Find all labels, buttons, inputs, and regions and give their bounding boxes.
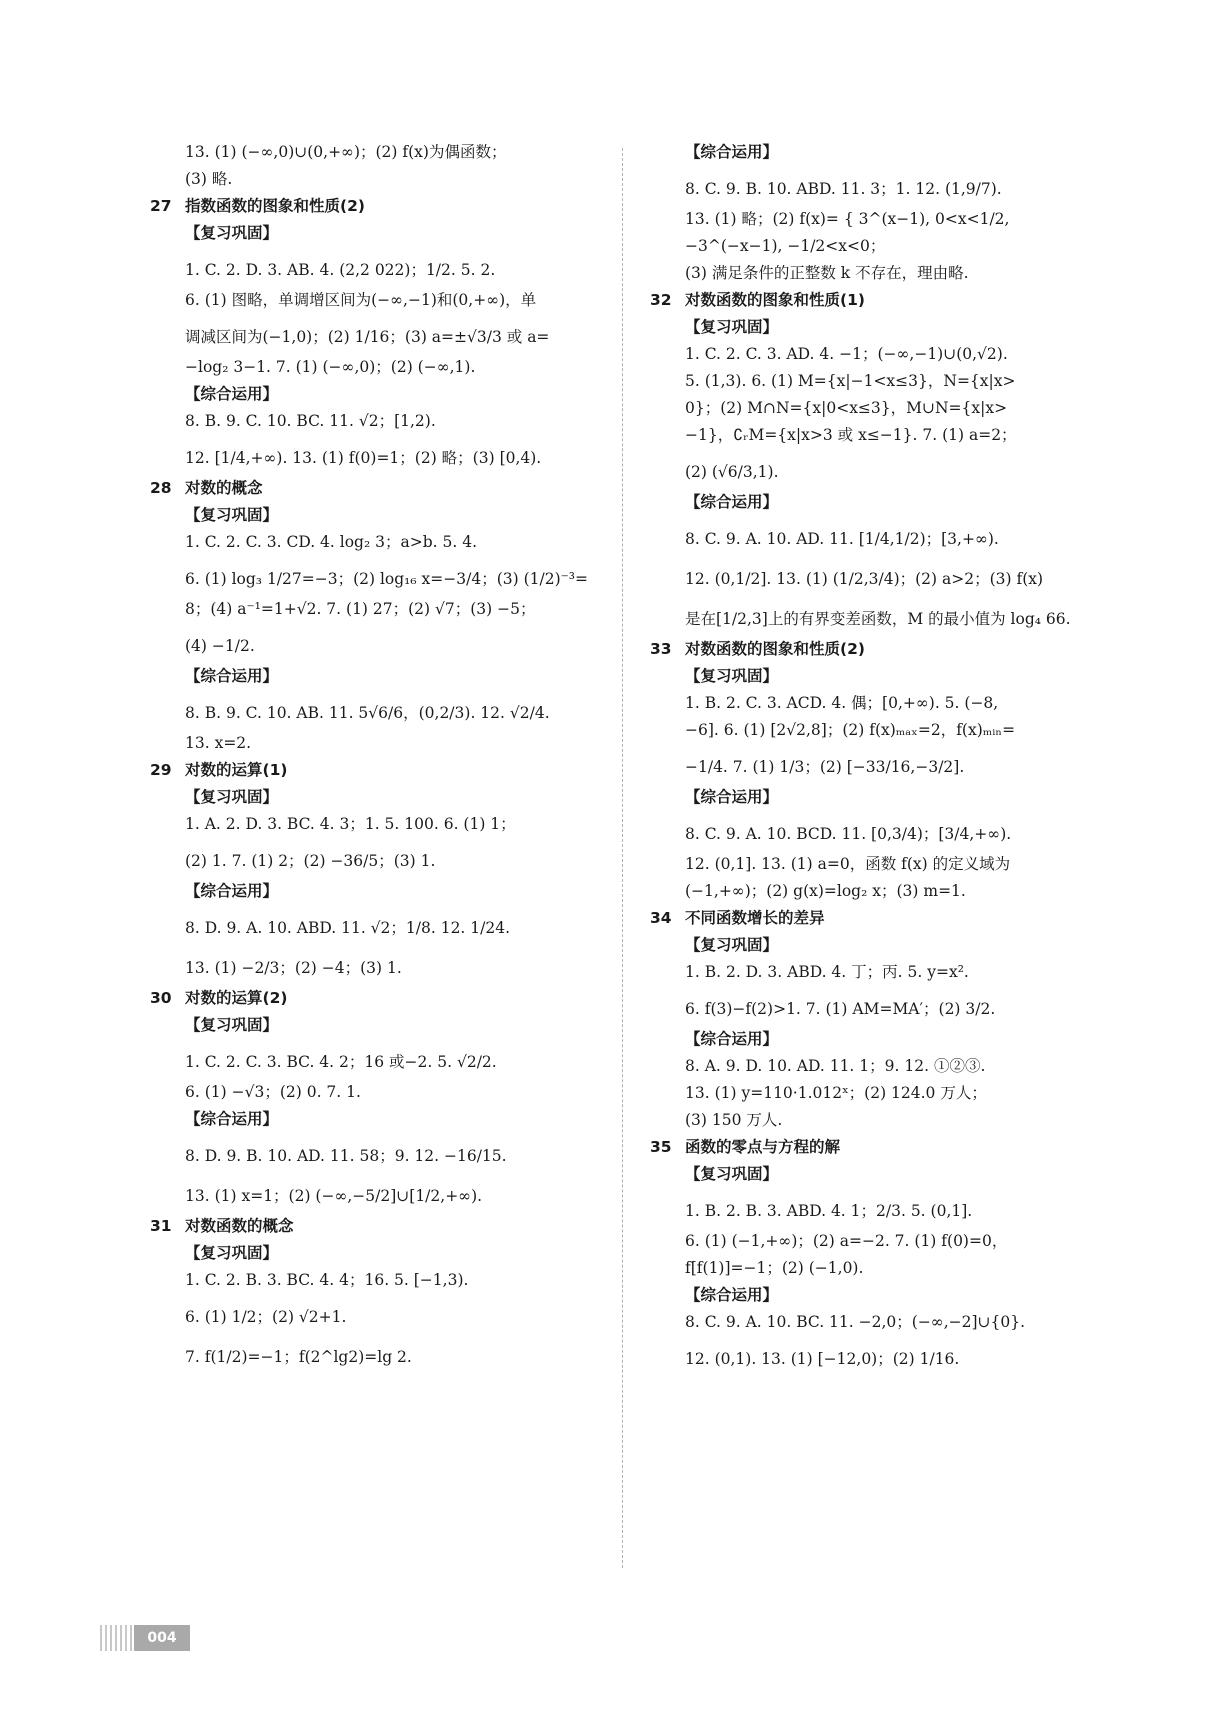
answer-line: 6. (1) (−1,+∞)；(2) a=−2. 7. (1) f(0)=0， [685, 1232, 1008, 1250]
section-heading [150, 196, 605, 223]
answer-line: 8. D. 9. B. 10. AD. 11. 58；9. 12. −16/15. [185, 1147, 507, 1165]
answer-line: (4) −1/2. [185, 637, 255, 655]
section-number: 29 [150, 761, 172, 779]
answer-line: −3^(−x−1), −1/2<x<0； [685, 237, 886, 255]
section-number: 30 [150, 989, 172, 1007]
subsection-tag: 【复习巩固】 [685, 318, 779, 336]
answer-line: 8. C. 9. A. 10. AD. 11. [1/4,1/2)；[3,+∞). [685, 530, 999, 548]
answer-line: 13. (1) x=1；(2) (−∞,−5/2]∪[1/2,+∞). [185, 1187, 483, 1205]
right-column [650, 142, 1100, 1379]
answer-line: 13. (1) 略；(2) f(x)= { 3^(x−1), 0<x<1/2, [685, 210, 1010, 228]
answer-line: 1. B. 2. C. 3. ACD. 4. 偶；[0,+∞). 5. (−8, [685, 694, 999, 712]
answer-line: 12. (0,1). 13. (1) [−12,0)；(2) 1/16. [685, 1350, 960, 1368]
answer-line: 8. C. 9. A. 10. BC. 11. −2,0；(−∞,−2]∪{0}. [685, 1313, 1026, 1331]
section-number: 28 [150, 479, 172, 497]
section-number: 31 [150, 1217, 172, 1235]
answer-line: 6. (1) log₃ 1/27=−3；(2) log₁₆ x=−3/4；(3) (1/2)⁻³= [185, 570, 589, 588]
subsection-tag: 【综合运用】 [685, 1286, 779, 1304]
section-title: 对数的概念 [185, 479, 263, 497]
answer-line: 13. (1) y=110·1.012ˣ；(2) 124.0 万人； [685, 1084, 987, 1102]
answer-line: 5. (1,3). 6. (1) M={x|−1<x≤3}，N={x|x> [685, 372, 1016, 390]
answer-line: 6. f(3)−f(2)>1. 7. (1) AM=MA′；(2) 3/2. [685, 1000, 996, 1018]
section-number: 35 [650, 1138, 672, 1156]
subsection-tag: 【复习巩固】 [185, 224, 279, 242]
section-title: 对数的运算(2) [185, 989, 288, 1007]
answer-line: 0}；(2) M∩N={x|0<x≤3}，M∪N={x|x> [685, 399, 1008, 417]
answer-line: 8. C. 9. A. 10. BCD. 11. [0,3/4)；[3/4,+∞). [685, 825, 1012, 843]
section-heading [650, 639, 1100, 666]
section-number: 34 [650, 909, 672, 927]
answer-line: 12. [1/4,+∞). 13. (1) f(0)=1；(2) 略；(3) [0,4). [185, 449, 542, 467]
section-title: 不同函数增长的差异 [685, 909, 825, 927]
subsection-tag: 【综合运用】 [685, 1030, 779, 1048]
section-title: 指数函数的图象和性质(2) [185, 197, 365, 215]
answer-line: 调减区间为(−1,0)；(2) 1/16；(3) a=±√3/3 或 a= [185, 328, 550, 346]
subsection-tag: 【复习巩固】 [685, 1165, 779, 1183]
subsection-tag: 【综合运用】 [685, 143, 779, 161]
answer-line: −6]. 6. (1) [2√2,8]；(2) f(x)ₘₐₓ=2，f(x)ₘᵢₙ= [685, 721, 1016, 739]
section-heading [150, 1216, 605, 1243]
section-number: 33 [650, 640, 672, 658]
answer-line: 1. C. 2. C. 3. BC. 4. 2；16 或−2. 5. √2/2. [185, 1053, 497, 1071]
answer-line: −1/4. 7. (1) 1/3；(2) [−33/16,−3/2]. [685, 758, 965, 776]
answer-line: 13. (1) (−∞,0)∪(0,+∞)；(2) f(x)为偶函数； [185, 143, 507, 161]
answer-line: (2) 1. 7. (1) 2；(2) −36/5；(3) 1. [185, 852, 436, 870]
answer-line: f[f(1)]=−1；(2) (−1,0). [685, 1259, 864, 1277]
answer-line: 1. C. 2. D. 3. AB. 4. (2,2 022)；1/2. 5. 2. [185, 261, 496, 279]
answer-line: 1. C. 2. C. 3. AD. 4. −1；(−∞,−1)∪(0,√2). [685, 345, 1008, 363]
section-title: 对数函数的图象和性质(2) [685, 640, 865, 658]
section-heading [150, 760, 605, 787]
subsection-tag: 【复习巩固】 [185, 788, 279, 806]
answer-line: (−1,+∞)；(2) g(x)=log₂ x；(3) m=1. [685, 882, 966, 900]
subsection-tag: 【综合运用】 [185, 667, 279, 685]
section-heading [150, 988, 605, 1015]
answer-line: 12. (0,1]. 13. (1) a=0，函数 f(x) 的定义域为 [685, 855, 1011, 873]
answer-line: (3) 略. [185, 170, 233, 188]
answer-line: 8；(4) a⁻¹=1+√2. 7. (1) 27；(2) √7；(3) −5； [185, 600, 536, 618]
answer-line: 1. A. 2. D. 3. BC. 4. 3；1. 5. 100. 6. (1) 1； [185, 815, 516, 833]
left-column [150, 142, 605, 1377]
section-heading [650, 1137, 1100, 1164]
answer-line: 1. B. 2. B. 3. ABD. 4. 1；2/3. 5. (0,1]. [685, 1202, 973, 1220]
page-number: 004 [134, 1625, 190, 1651]
subsection-tag: 【综合运用】 [685, 493, 779, 511]
section-number: 32 [650, 291, 672, 309]
subsection-tag: 【复习巩固】 [185, 1244, 279, 1262]
answer-line: 13. (1) −2/3；(2) −4；(3) 1. [185, 959, 402, 977]
answer-line: 8. C. 9. B. 10. ABD. 11. 3；1. 12. (1,9/7). [685, 180, 1002, 198]
answer-line: 8. B. 9. C. 10. BC. 11. √2；[1,2). [185, 412, 436, 430]
section-title: 函数的零点与方程的解 [685, 1138, 841, 1156]
answer-line: 7. f(1/2)=−1；f(2^lg2)=lg 2. [185, 1348, 412, 1366]
answer-line: 1. B. 2. D. 3. ABD. 4. 丁；丙. 5. y=x². [685, 963, 969, 981]
answer-line: 6. (1) −√3；(2) 0. 7. 1. [185, 1083, 361, 1101]
answer-line: 12. (0,1/2]. 13. (1) (1/2,3/4)；(2) a>2；(3) f(x) [685, 570, 1044, 588]
subsection-tag: 【综合运用】 [685, 788, 779, 806]
answer-line: (2) (√6/3,1). [685, 463, 779, 481]
subsection-tag: 【复习巩固】 [185, 1016, 279, 1034]
section-heading [650, 290, 1100, 317]
answer-line: (3) 150 万人. [685, 1111, 783, 1129]
section-number: 27 [150, 197, 172, 215]
subsection-tag: 【复习巩固】 [185, 506, 279, 524]
answer-line: −log₂ 3−1. 7. (1) (−∞,0)；(2) (−∞,1). [185, 358, 476, 376]
answer-line: 8. A. 9. D. 10. AD. 11. 1；9. 12. ①②③. [685, 1057, 986, 1075]
answer-line: (3) 满足条件的正整数 k 不存在，理由略. [685, 264, 969, 282]
subsection-tag: 【综合运用】 [185, 1110, 279, 1128]
answer-line: 6. (1) 图略，单调增区间为(−∞,−1)和(0,+∞)，单 [185, 291, 537, 309]
subsection-tag: 【复习巩固】 [685, 936, 779, 954]
column-divider [622, 148, 623, 1568]
answer-line: −1}，∁ᵣM={x|x>3 或 x≤−1}. 7. (1) a=2； [685, 426, 1017, 444]
subsection-tag: 【综合运用】 [185, 385, 279, 403]
section-heading [150, 478, 605, 505]
section-title: 对数函数的概念 [185, 1217, 294, 1235]
section-heading [650, 908, 1100, 935]
answer-line: 1. C. 2. C. 3. CD. 4. log₂ 3；a>b. 5. 4. [185, 533, 477, 551]
answer-line: 8. D. 9. A. 10. ABD. 11. √2；1/8. 12. 1/24. [185, 919, 511, 937]
page-footer [100, 1625, 190, 1651]
section-title: 对数的运算(1) [185, 761, 288, 779]
answer-line: 13. x=2. [185, 734, 252, 752]
answer-line: 6. (1) 1/2；(2) √2+1. [185, 1308, 347, 1326]
subsection-tag: 【综合运用】 [185, 882, 279, 900]
answer-line: 1. C. 2. B. 3. BC. 4. 4；16. 5. [−1,3). [185, 1271, 469, 1289]
subsection-tag: 【复习巩固】 [685, 667, 779, 685]
answer-line: 8. B. 9. C. 10. AB. 11. 5√6/6，(0,2/3). 12. √2/4. [185, 704, 550, 722]
section-title: 对数函数的图象和性质(1) [685, 291, 865, 309]
answer-line: 是在[1/2,3]上的有界变差函数，M 的最小值为 log₄ 66. [685, 610, 1071, 628]
footer-stripes [100, 1625, 136, 1651]
